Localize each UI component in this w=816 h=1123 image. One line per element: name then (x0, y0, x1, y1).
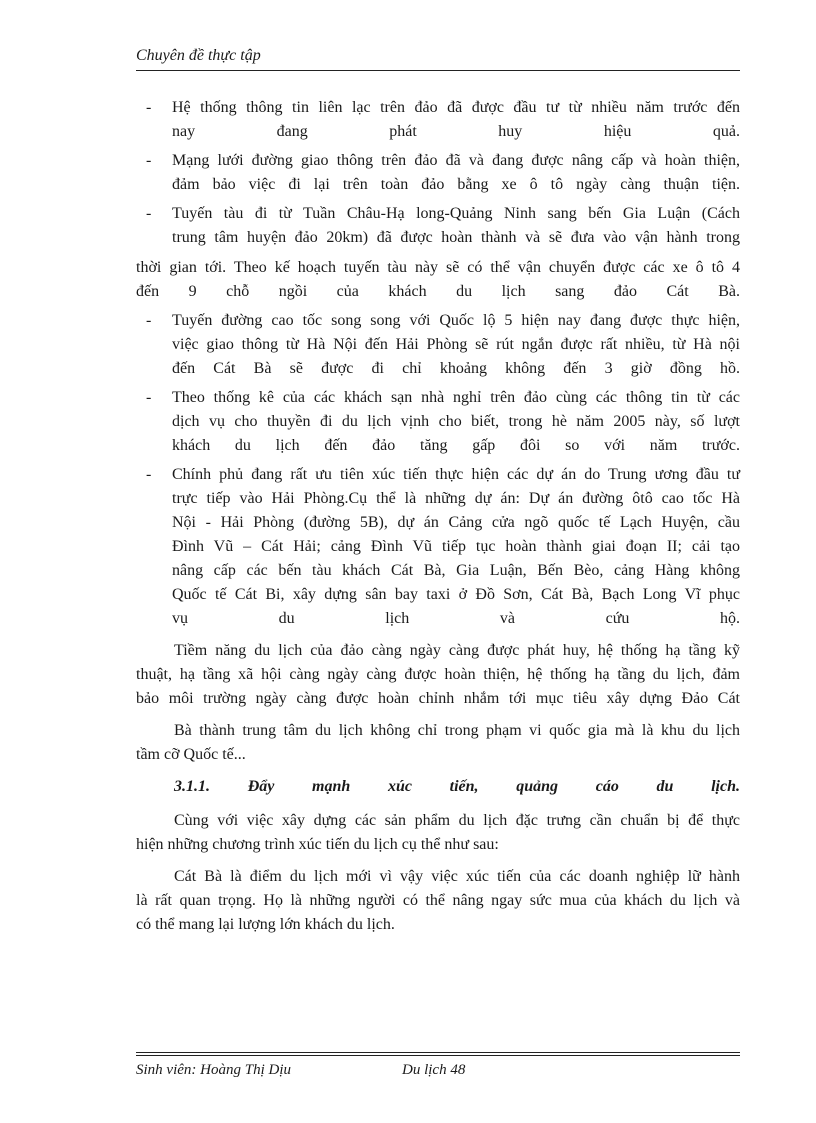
bullet-item (136, 149, 740, 197)
bullet-dash: - (146, 152, 152, 169)
products-paragraph (136, 809, 740, 857)
page-footer (136, 1052, 740, 1080)
bullet-line: việc giao thông từ Hà Nội đến Hải Phòng sẽ rút ngắn được rất nhiều, từ Hà nội (172, 336, 740, 353)
bullet-line: Theo thống kê của các khách sạn nhà nghỉ trên đảo cùng các thông tin từ các (172, 389, 740, 406)
bullet-item (136, 463, 740, 631)
section-heading: 3.1.1. Đẩy mạnh xúc tiến, quảng cáo du lịch. (174, 778, 740, 795)
continuation-paragraph (136, 256, 740, 304)
bullet-line: đến Cát Bà sẽ được đi chỉ khoảng không đến 3 giờ đồng hồ. (172, 360, 740, 377)
bullet-item (136, 386, 740, 458)
paragraph-line: thuật, hạ tầng xã hội càng ngày càng được hoàn thiện, hệ thống hạ tầng du lịch, đảm (136, 666, 740, 683)
bullet-line: trung tâm huyện đảo 20km) đã được hoàn thành và sẽ đưa vào vận hành trong (172, 229, 740, 246)
bullet-line: Quốc tế Cát Bi, xây dựng sân bay taxi ở Đồ Sơn, Cát Bà, Bạch Long Vĩ phục (172, 586, 740, 603)
bullet-line: trực tiếp vào Hải Phòng.Cụ thể là những dự án: Dự án đường ôtô cao tốc Hà (172, 490, 740, 507)
paragraph-line: tầm cỡ Quốc tế... (136, 746, 246, 763)
paragraph-line: Bà thành trung tâm du lịch không chỉ trong phạm vi quốc gia mà là khu du lịch (174, 722, 740, 739)
bullet-line: vụ du lịch và cứu hộ. (172, 610, 740, 627)
bullet-line: Chính phủ đang rất ưu tiên xúc tiến thực hiện các dự án do Trung ương đầu tư (172, 466, 740, 483)
paragraph-line: Cùng với việc xây dựng các sản phẩm du lịch đặc trưng cần chuẩn bị để thực (174, 812, 740, 829)
footer-rule (136, 1055, 740, 1056)
bullet-dash: - (146, 466, 152, 483)
bullet-item (136, 96, 740, 144)
paragraph-line: thời gian tới. Theo kế hoạch tuyến tàu này sẽ có thể vận chuyển được các xe ô tô 4 (136, 259, 740, 276)
paragraph-line: bảo môi trường ngày càng được hoàn chỉnh nhắm tới mục tiêu xây dựng Đảo Cát (136, 690, 740, 707)
header-rule (136, 70, 740, 71)
bullet-line: Nội - Hải Phòng (đường 5B), dự án Cảng cửa ngõ quốc tế Lạch Huyện, cầu (172, 514, 740, 531)
footer-student: Sinh viên: Hoàng Thị Dịu (136, 1062, 291, 1078)
catba-paragraph (136, 865, 740, 937)
bullet-item (136, 309, 740, 381)
bullet-dash: - (146, 99, 152, 116)
bullet-line: Tuyến đường cao tốc song song với Quốc lộ 5 hiện nay đang được thực hiện, (172, 312, 740, 329)
footer-rule (136, 1052, 740, 1053)
bullet-dash: - (146, 205, 152, 222)
paragraph-line: đến 9 chỗ ngồi của khách du lịch sang đảo Cát Bà. (136, 283, 740, 300)
bullet-dash: - (146, 312, 152, 329)
paragraph-line: có thể mang lại lượng lớn khách du lịch. (136, 916, 395, 933)
paragraph-line: là rất quan trọng. Họ là những người có thể nâng ngay sức mua của khách du lịch và (136, 892, 740, 909)
bullet-dash: - (146, 389, 152, 406)
bullet-line: Hệ thống thông tin liên lạc trên đảo đã được đầu tư từ nhiều năm trước đến (172, 99, 740, 116)
header-title: Chuyên đề thực tập (136, 47, 261, 64)
paragraph-line: Tiềm năng du lịch của đảo càng ngày càng được phát huy, hệ thống hạ tầng kỹ (174, 642, 740, 659)
bullet-line: nâng cấp các bến tàu khách Cát Bà, Gia Luận, Bến Bèo, cảng Hàng không (172, 562, 740, 579)
bullet-line: Mạng lưới đường giao thông trên đảo đã và đang được nâng cấp và hoàn thiện, (172, 152, 740, 169)
paragraph-line: Cát Bà là điểm du lịch mới vì vậy việc xúc tiến của các doanh nghiệp lữ hành (174, 868, 740, 885)
footer-course: Du lịch 48 (402, 1062, 466, 1078)
bullet-line: dịch vụ cho thuyền đi du lịch vịnh cho biết, trong hè năm 2005 này, số lượt (172, 413, 740, 430)
page-body (136, 96, 740, 942)
bullet-item (136, 202, 740, 250)
bullet-line: đảm bảo việc đi lại trên toàn đảo bằng xe ô tô ngày càng thuận tiện. (172, 176, 740, 193)
bullet-line: khách du lịch đến đảo tăng gấp đôi so với năm trước. (172, 437, 740, 454)
paragraph-line: hiện những chương trình xúc tiến du lịch cụ thể như sau: (136, 836, 499, 853)
bullet-line: Đình Vũ – Cát Hải; cảng Đình Vũ tiếp tục hoàn thành giai đoạn II; cải tạo (172, 538, 740, 555)
center-paragraph (136, 719, 740, 767)
bullet-line: nay đang phát huy hiệu quả. (172, 123, 740, 140)
page-header (136, 46, 740, 71)
footer-text (136, 1060, 740, 1080)
bullet-line: Tuyến tàu đi từ Tuần Châu-Hạ long-Quảng Ninh sang bến Gia Luận (Cách (172, 205, 740, 222)
potential-paragraph (136, 639, 740, 711)
